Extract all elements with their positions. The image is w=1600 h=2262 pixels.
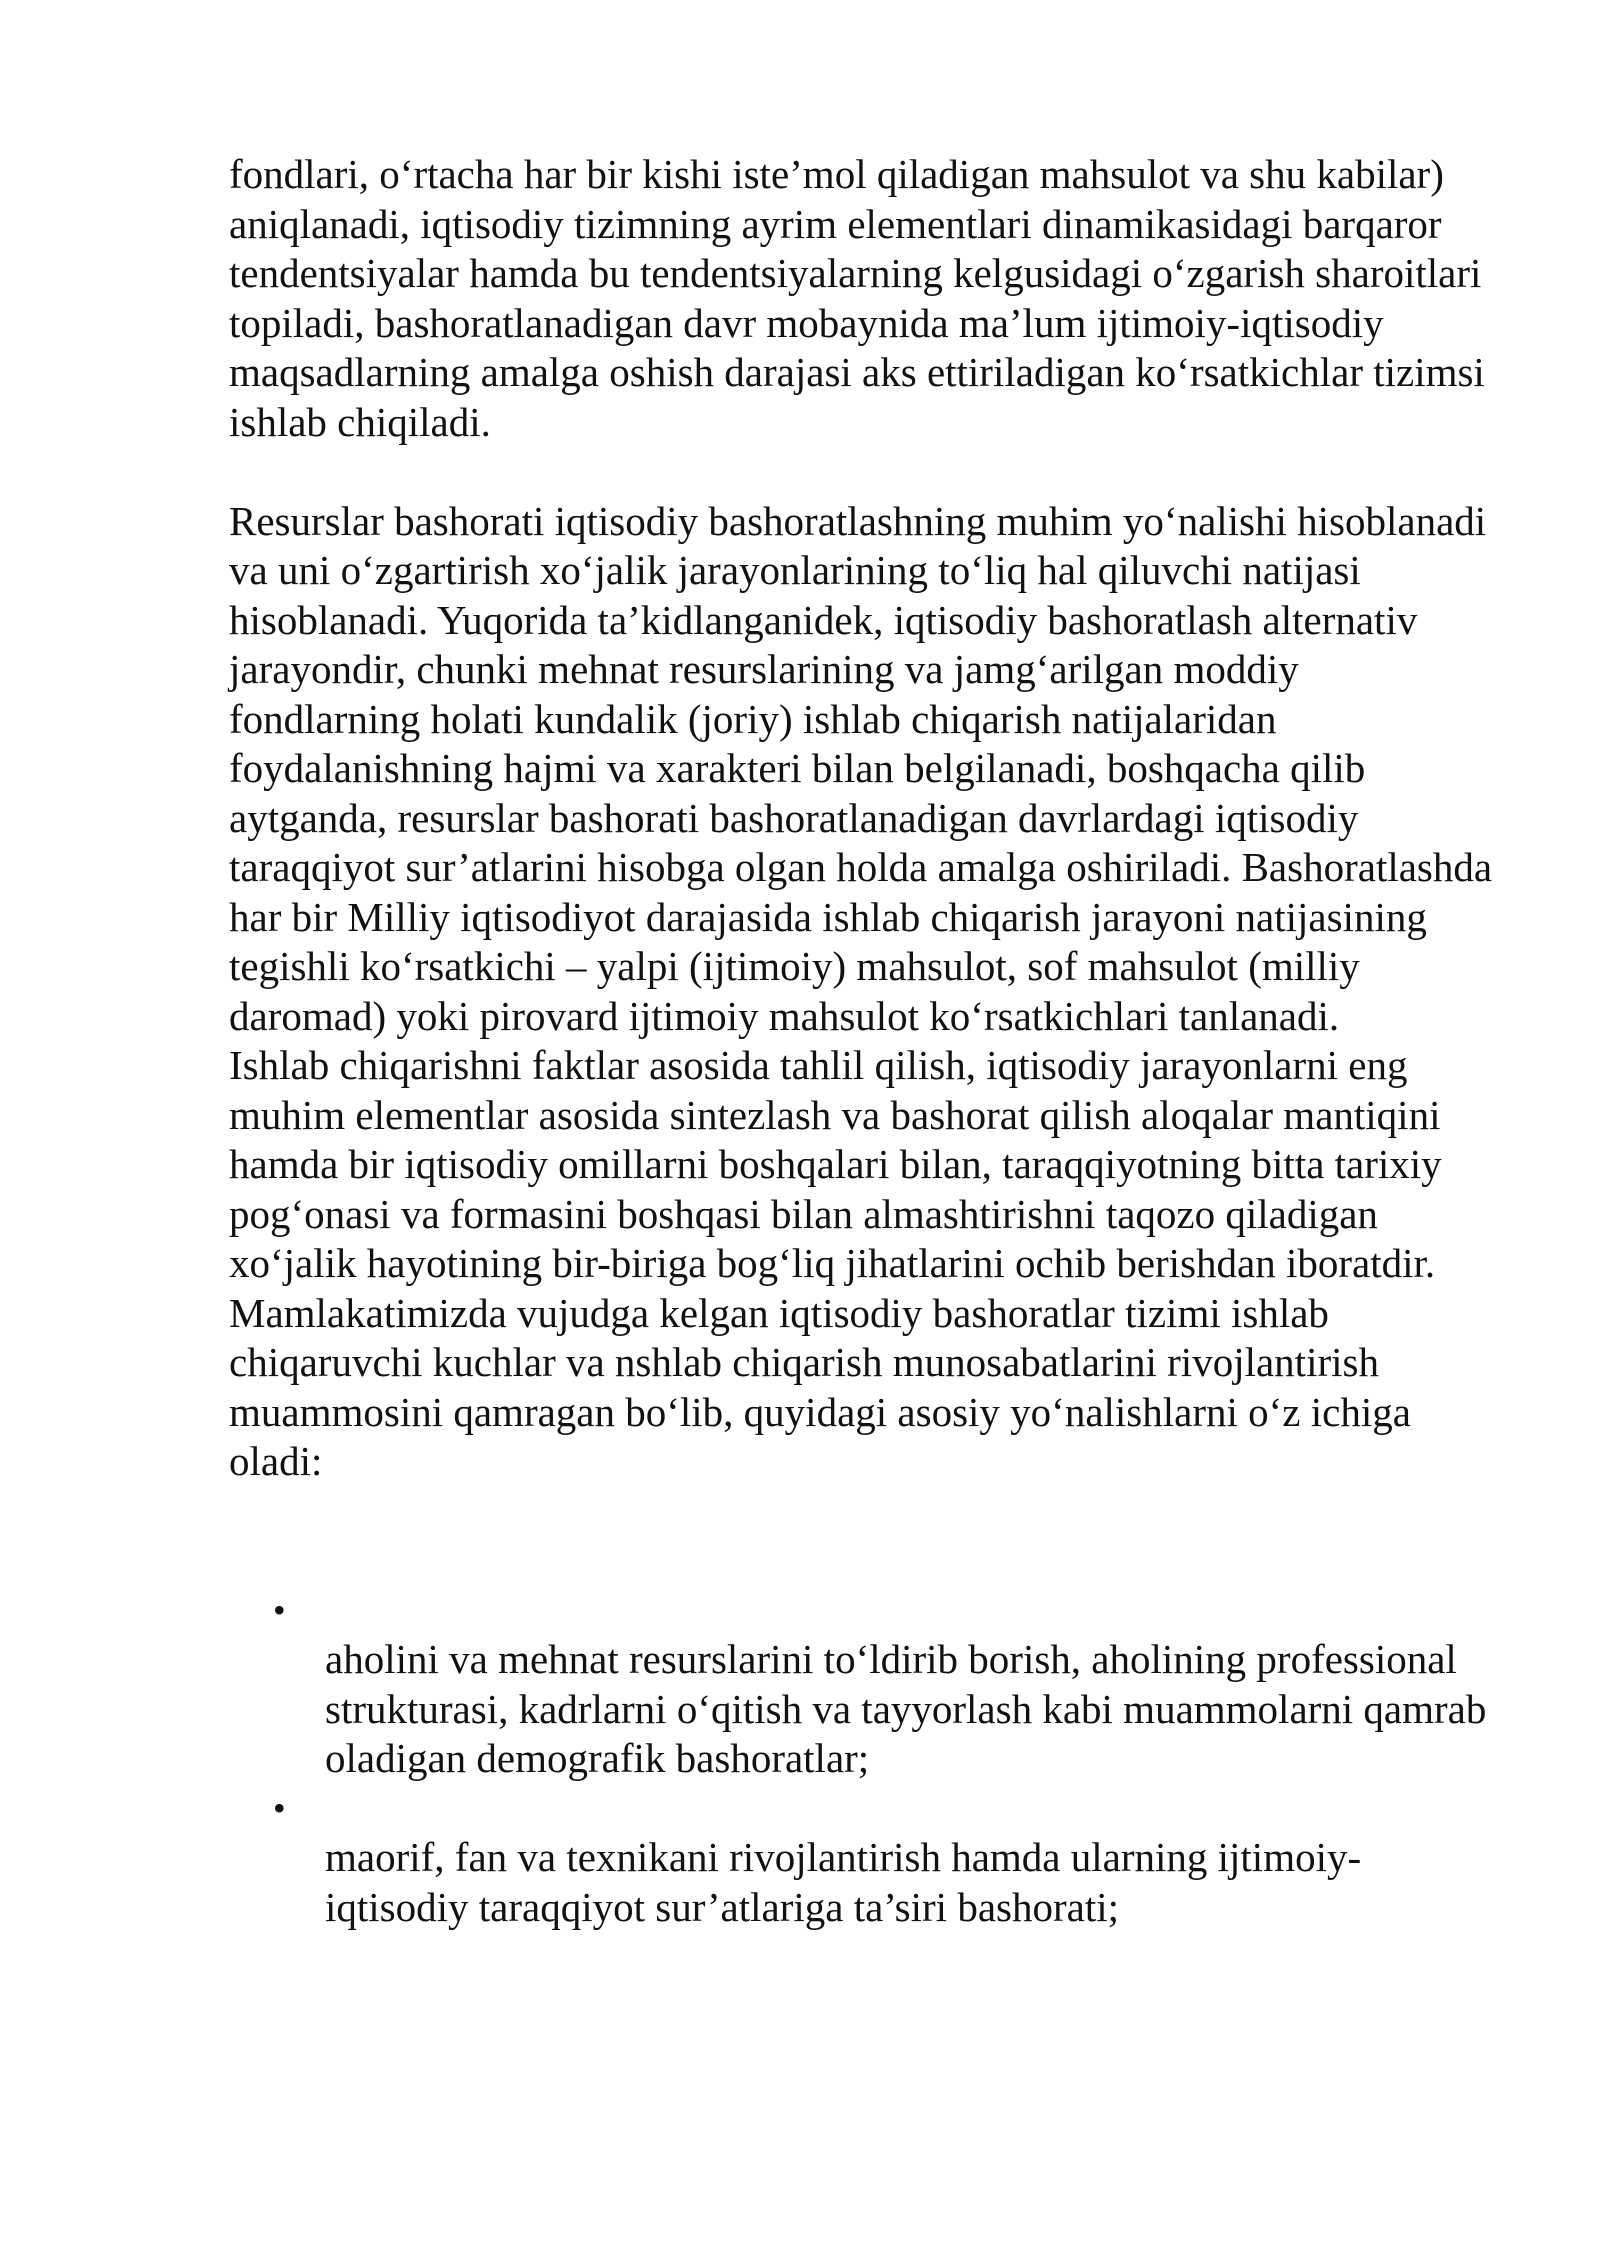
document-body bbox=[229, 150, 1499, 1932]
list-item-text: maorif, fan va texnikani rivojlantirish hamda ularning ijtimoiy-iqtisodiy taraqqiyot sur’atlariga ta’siri bashorati; bbox=[325, 1834, 1362, 1930]
bullet-icon: • bbox=[273, 1787, 286, 1828]
paragraph-resource-forecast: Resurslar bashorati iqtisodiy bashoratlashning muhim yo‘nalishi hisoblanadi va uni o‘zgartirish xo‘jalik jarayonlarining to‘liq hal qiluvchi natijasi hisoblanadi. Yuqorida ta’kidlanganidek, iqtisodiy bashoratlash alternativ jarayondir, chunki mehnat resurslarining va jamg‘arilgan moddiy fondlarning holati kundalik (joriy) ishlab chiqarish natijalaridan foydalanishning hajmi va xarakteri bilan belgilanadi, boshqacha qilib aytganda, resurslar bashorati bashoratlanadigan davrlardagi iqtisodiy taraqqiyot sur’atlarini hisobga olgan holda amalga oshiriladi. Bashoratlashda har bir Milliy iqtisodiyot darajasida ishlab chiqarish jarayoni natijasining tegishli ko‘rsatkichi – yalpi (ijtimoiy) mahsulot, sof mahsulot (milliy daromad) yoki pirovard ijtimoiy mahsulot ko‘rsatkichlari tanlanadi. bbox=[229, 497, 1493, 1039]
bullet-line-spacer bbox=[325, 1784, 1499, 1834]
list-item-text: aholini va mehnat resurslarini to‘ldirib borish, aholining professional strukturasi, kadrlarni o‘qitish va tayyorlash kabi muammolarni qamrab oladigan demografik bashoratlar; bbox=[325, 1636, 1487, 1781]
bullet-line-spacer bbox=[325, 1586, 1499, 1636]
list-item-education-science bbox=[229, 1784, 1499, 1933]
forecast-directions-list bbox=[229, 1586, 1499, 1933]
paragraph-production-analysis: Ishlab chiqarishni faktlar asosida tahlil qilish, iqtisodiy jarayonlarni eng muhim elementlar asosida sintezlash va bashorat qilish aloqalar mantiqini hamda bir iqtisodiy omillarni boshqalari bilan, taraqqiyotning bitta tarixiy pog‘onasi va formasini boshqasi bilan almashtirishni taqozo qiladigan xo‘jalik hayotining bir-biriga bog‘liq jihatlarini ochib berishdan iboratdir. bbox=[229, 1042, 1442, 1286]
bullet-icon: • bbox=[273, 1589, 286, 1630]
list-item-demographic bbox=[229, 1586, 1499, 1784]
paragraph-forecast-system: Mamlakatimizda vujudga kelgan iqtisodiy bashoratlar tizimi ishlab chiqaruvchi kuchlar va nshlab chiqarish munosabatlarini rivojlantirish muammosini qamragan bo‘lib, quyidagi asosiy yo‘nalishlarni o‘z ichiga oladi: bbox=[229, 1289, 1411, 1484]
paragraph-continuation: fondlari, o‘rtacha har bir kishi iste’mol qiladigan mahsulot va shu kabilar) aniqlanadi, iqtisodiy tizimning ayrim elementlari dinamikasidagi barqaror tendentsiyalar hamda bu tendentsiyalarning kelgusidagi o‘zgarish sharoitlari topiladi, bashoratlanadigan davr mobaynida ma’lum ijtimoiy-iqtisodiy maqsadlarning amalga oshish darajasi aks ettiriladigan ko‘rsatkichlar tizimsi ishlab chiqiladi. bbox=[229, 151, 1485, 445]
